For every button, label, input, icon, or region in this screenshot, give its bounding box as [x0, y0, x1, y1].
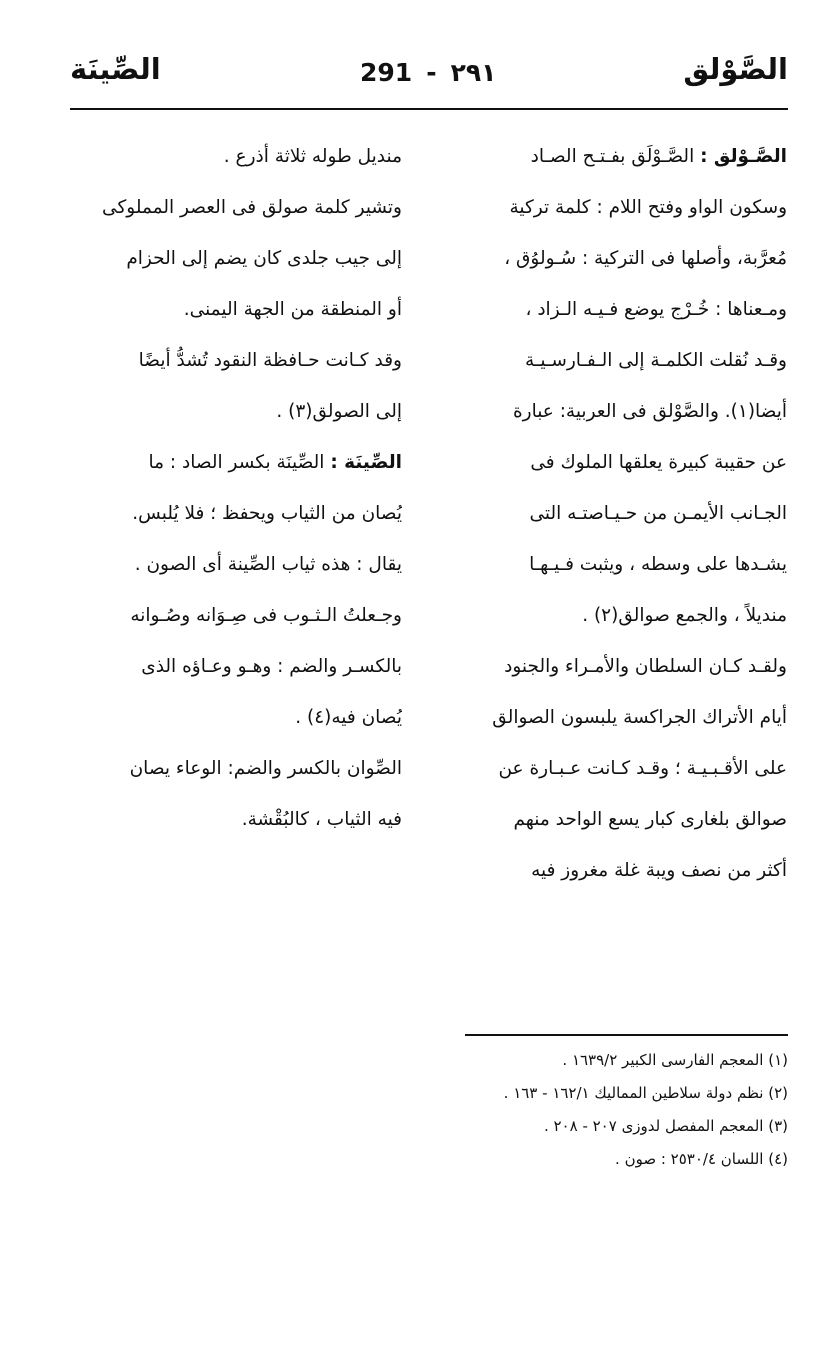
- entry-line: مُعرَّبة، وأصلها فى التركية : سُـولوُق ،: [504, 248, 787, 269]
- entry-headword: الصِّينَة :: [330, 452, 402, 473]
- entry-line: وقد كـانت حـافظة النقود تُشدُّ أيضًا: [138, 350, 402, 371]
- left-column: [57, 138, 402, 852]
- entry-line: الصِّوان بالكسر والضم: الوعاء يصان: [129, 758, 402, 779]
- footnote-rule: [465, 1034, 788, 1036]
- footnote: (٢) نظم دولة سلاطين المماليك ١٦٢/١ - ١٦٣ .: [503, 1084, 788, 1102]
- entry-line: يقال : هذه ثياب الصِّينة أى الصون .: [134, 554, 402, 575]
- entry-line: فيه الثياب ، كالبُقْشة.: [241, 809, 402, 830]
- entry-line: وقـد نُقلت الكلمـة إلى الـفـارسـيـة: [525, 350, 787, 371]
- entry-line: إلى جيب جلدى كان يضم إلى الحزام: [126, 248, 402, 269]
- entry-line: ولقـد كـان السلطان والأمـراء والجنود: [504, 656, 787, 677]
- entry-line: منديل طوله ثلاثة أذرع .: [223, 146, 402, 167]
- entry-line: [417, 138, 787, 189]
- footnote: (١) المعجم الفارسى الكبير ١٦٣٩/٢ .: [562, 1051, 788, 1069]
- page-number-latin: 291: [360, 58, 413, 87]
- page-number-separator: -: [426, 58, 437, 87]
- entry-line: عن حقيبة كبيرة يعلقها الملوك فى: [530, 452, 787, 473]
- entry-line: وتشير كلمة صولق فى العصر المملوكى: [102, 197, 402, 218]
- entry-line: على الأقـبـيـة ؛ وقـد كـانت عـبـارة عن: [498, 758, 787, 779]
- entry-headword: الصَّـوْلق :: [700, 146, 787, 167]
- entry-line: أو المنطقة من الجهة اليمنى.: [183, 299, 402, 320]
- running-head-left: الصِّينَة: [70, 52, 161, 86]
- page-header: [70, 52, 788, 102]
- page-number: [360, 58, 496, 87]
- right-column: [417, 138, 787, 903]
- entry-line: وجـعلتُ الـثـوب فى صِـوَانه وصُـوانه: [130, 605, 402, 626]
- footnote: (٣) المعجم المفصل لدوزى ٢٠٧ - ٢٠٨ .: [543, 1117, 788, 1135]
- entry-line: أكثر من نصف ويبة غلة مغروز فيه: [531, 860, 787, 881]
- entry-line: أيام الأتراك الجراكسة يلبسون الصوالق: [492, 707, 787, 728]
- entry-line: يُصان فيه(٤) .: [295, 707, 402, 728]
- entry-line: ومـعناها : خُـرْج يوضع فـيـه الـزاد ،: [525, 299, 787, 320]
- entry-text: الصَّـوْلَق بفـتـح الصـاد: [530, 146, 695, 167]
- entry-line: [57, 444, 402, 495]
- page-number-arabic: ٢٩١: [450, 58, 497, 87]
- entry-line: إلى الصولق(٣) .: [276, 401, 402, 422]
- entry-line: منديلاً ، والجمع صوالق(٢) .: [582, 605, 787, 626]
- entry-text: الصِّينَة بكسر الصاد : ما: [148, 452, 325, 473]
- header-rule: [70, 108, 788, 110]
- entry-line: بالكسـر والضم : وهـو وعـاؤه الذى: [141, 656, 402, 677]
- entry-line: يُصان من الثياب ويحفظ ؛ فلا يُلبس.: [132, 503, 402, 524]
- entry-line: صوالق بلغارى كبار يسع الواحد منهم: [513, 809, 787, 830]
- entry-line: وسكون الواو وفتح اللام : كلمة تركية: [509, 197, 787, 218]
- footnote: (٤) اللسان ٢٥٣٠/٤ : صون .: [615, 1150, 788, 1168]
- entry-line: أيضا(١). والصَّوْلق فى العربية: عبارة: [512, 401, 787, 422]
- entry-line: يشـدها على وسطه ، ويثبت فـيـهـا: [529, 554, 787, 575]
- running-head-right: الصَّوْلق: [683, 52, 788, 86]
- footnotes: [504, 1046, 788, 1178]
- entry-line: الجـانب الأيمـن من حـيـاصتـه التى: [529, 503, 787, 524]
